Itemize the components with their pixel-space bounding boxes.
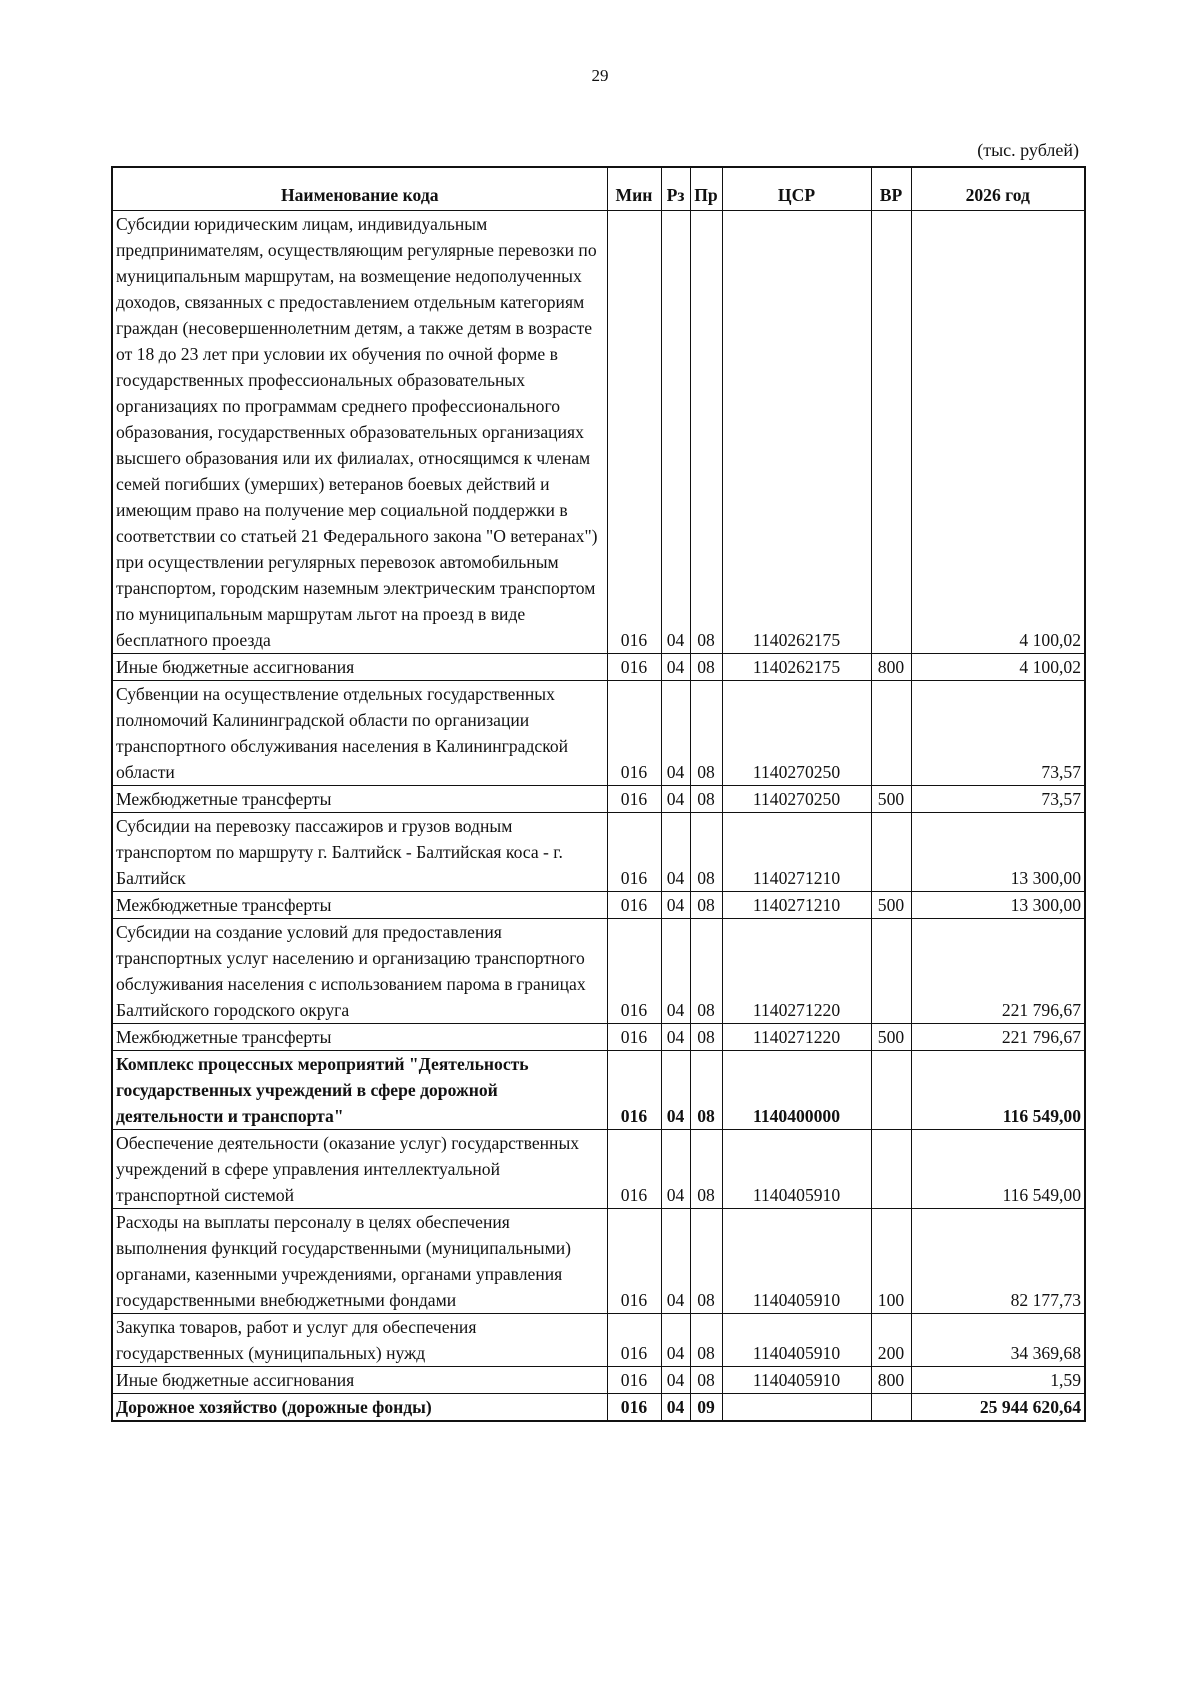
row-csr: 1140405910 — [722, 1209, 871, 1314]
row-vr: 200 — [871, 1314, 911, 1367]
row-pr: 09 — [690, 1394, 722, 1422]
row-name: Иные бюджетные ассигнования — [112, 654, 607, 681]
row-amount: 1,59 — [911, 1367, 1085, 1394]
row-pr: 08 — [690, 919, 722, 1024]
row-csr: 1140400000 — [722, 1051, 871, 1130]
row-pr: 08 — [690, 211, 722, 654]
row-csr: 1140271210 — [722, 813, 871, 892]
table-row — [112, 1130, 1085, 1209]
row-amount: 73,57 — [911, 786, 1085, 813]
row-min: 016 — [607, 1051, 661, 1130]
row-rz: 04 — [661, 681, 690, 786]
row-min: 016 — [607, 892, 661, 919]
row-name: Закупка товаров, работ и услуг для обеспечения государственных (муниципальных) нужд — [112, 1314, 607, 1367]
row-amount: 25 944 620,64 — [911, 1394, 1085, 1422]
table-row — [112, 919, 1085, 1024]
row-pr: 08 — [690, 1314, 722, 1367]
row-vr: 800 — [871, 654, 911, 681]
row-min: 016 — [607, 1394, 661, 1422]
table-row — [112, 786, 1085, 813]
page-number: 29 — [591, 66, 609, 85]
header-min: Мин — [607, 167, 661, 211]
table-row — [112, 211, 1085, 654]
row-amount: 4 100,02 — [911, 211, 1085, 654]
header-name: Наименование кода — [112, 167, 607, 211]
row-amount: 13 300,00 — [911, 813, 1085, 892]
row-pr: 08 — [690, 1367, 722, 1394]
table-body — [112, 211, 1085, 1422]
row-csr — [722, 1394, 871, 1422]
row-pr: 08 — [690, 681, 722, 786]
row-vr: 500 — [871, 892, 911, 919]
row-vr — [871, 1394, 911, 1422]
table-row — [112, 1367, 1085, 1394]
row-amount: 34 369,68 — [911, 1314, 1085, 1367]
row-amount: 116 549,00 — [911, 1051, 1085, 1130]
row-name: Межбюджетные трансферты — [112, 1024, 607, 1051]
budget-table — [111, 166, 1086, 1422]
row-amount: 4 100,02 — [911, 654, 1085, 681]
table-row — [112, 681, 1085, 786]
row-rz: 04 — [661, 786, 690, 813]
header-pr: Пр — [690, 167, 722, 211]
row-rz: 04 — [661, 1314, 690, 1367]
table-row — [112, 654, 1085, 681]
row-csr: 1140262175 — [722, 211, 871, 654]
row-min: 016 — [607, 786, 661, 813]
row-pr: 08 — [690, 786, 722, 813]
header-csr: ЦСР — [722, 167, 871, 211]
header-vr: ВР — [871, 167, 911, 211]
row-name: Межбюджетные трансферты — [112, 786, 607, 813]
table-row — [112, 892, 1085, 919]
row-min: 016 — [607, 654, 661, 681]
row-csr: 1140270250 — [722, 681, 871, 786]
row-pr: 08 — [690, 1051, 722, 1130]
row-vr — [871, 1051, 911, 1130]
row-csr: 1140262175 — [722, 654, 871, 681]
table-row — [112, 813, 1085, 892]
row-rz: 04 — [661, 654, 690, 681]
table-row — [112, 1024, 1085, 1051]
row-pr: 08 — [690, 892, 722, 919]
row-pr: 08 — [690, 1209, 722, 1314]
table-row — [112, 1051, 1085, 1130]
row-min: 016 — [607, 1367, 661, 1394]
row-rz: 04 — [661, 1394, 690, 1422]
row-min: 016 — [607, 919, 661, 1024]
row-pr: 08 — [690, 813, 722, 892]
row-rz: 04 — [661, 892, 690, 919]
row-pr: 08 — [690, 1130, 722, 1209]
row-vr: 800 — [871, 1367, 911, 1394]
row-min: 016 — [607, 211, 661, 654]
row-rz: 04 — [661, 1367, 690, 1394]
row-csr: 1140405910 — [722, 1130, 871, 1209]
table-header-row — [112, 167, 1085, 211]
row-pr: 08 — [690, 654, 722, 681]
units-label: (тыс. рублей) — [977, 140, 1079, 160]
row-amount: 221 796,67 — [911, 1024, 1085, 1051]
row-name: Субсидии юридическим лицам, индивидуальным предпринимателям, осуществляющим регулярные перевозки по муниципальным маршрутам, на возмещение недополученных доходов, связанных с предоставлением отдельным категориям граждан (несовершеннолетним детям, а также детям в возрасте от 18 до 23 лет при условии их обучения по очной форме в государственных профессиональных образовательных организациях по программам среднего профессионального образования, государственных образовательных организациях высшего образования или их филиалах, относящимся к членам семей погибших (умерших) ветеранов боевых действий и имеющим право на получение мер социальной поддержки в соответствии со статьей 21 Федерального закона "О ветеранах") при осуществлении регулярных перевозок автомобильным транспортом, городским наземным электрическим транспортом по муниципальным маршрутам льгот на проезд в виде бесплатного проезда — [112, 211, 607, 654]
table-row — [112, 1314, 1085, 1367]
row-name: Расходы на выплаты персоналу в целях обеспечения выполнения функций государственными (муниципальными) органами, казенными учреждениями, органами управления государственными внебюджетными фондами — [112, 1209, 607, 1314]
row-csr: 1140405910 — [722, 1314, 871, 1367]
row-min: 016 — [607, 1314, 661, 1367]
row-amount: 82 177,73 — [911, 1209, 1085, 1314]
row-vr: 100 — [871, 1209, 911, 1314]
row-csr: 1140271220 — [722, 919, 871, 1024]
row-vr — [871, 1130, 911, 1209]
row-min: 016 — [607, 1024, 661, 1051]
row-vr — [871, 919, 911, 1024]
row-name: Субсидии на перевозку пассажиров и грузов водным транспортом по маршруту г. Балтийск - Балтийская коса - г. Балтийск — [112, 813, 607, 892]
row-amount: 13 300,00 — [911, 892, 1085, 919]
row-name: Субвенции на осуществление отдельных государственных полномочий Калининградской области по организации транспортного обслуживания населения в Калининградской области — [112, 681, 607, 786]
row-amount: 116 549,00 — [911, 1130, 1085, 1209]
row-vr — [871, 813, 911, 892]
row-min: 016 — [607, 681, 661, 786]
row-name: Дорожное хозяйство (дорожные фонды) — [112, 1394, 607, 1422]
row-csr: 1140271220 — [722, 1024, 871, 1051]
row-csr: 1140405910 — [722, 1367, 871, 1394]
row-name: Иные бюджетные ассигнования — [112, 1367, 607, 1394]
header-rz: Рз — [661, 167, 690, 211]
row-rz: 04 — [661, 211, 690, 654]
row-name: Комплекс процессных мероприятий "Деятельность государственных учреждений в сфере дорожной деятельности и транспорта" — [112, 1051, 607, 1130]
table-row — [112, 1394, 1085, 1422]
row-rz: 04 — [661, 1024, 690, 1051]
row-amount: 73,57 — [911, 681, 1085, 786]
header-year: 2026 год — [911, 167, 1085, 211]
table-row — [112, 1209, 1085, 1314]
row-amount: 221 796,67 — [911, 919, 1085, 1024]
row-min: 016 — [607, 1130, 661, 1209]
row-pr: 08 — [690, 1024, 722, 1051]
row-csr: 1140271210 — [722, 892, 871, 919]
row-name: Обеспечение деятельности (оказание услуг) государственных учреждений в сфере управления интеллектуальной транспортной системой — [112, 1130, 607, 1209]
row-rz: 04 — [661, 1051, 690, 1130]
row-rz: 04 — [661, 1130, 690, 1209]
row-vr: 500 — [871, 1024, 911, 1051]
row-csr: 1140270250 — [722, 786, 871, 813]
row-vr — [871, 681, 911, 786]
row-rz: 04 — [661, 813, 690, 892]
row-rz: 04 — [661, 919, 690, 1024]
row-name: Межбюджетные трансферты — [112, 892, 607, 919]
row-rz: 04 — [661, 1209, 690, 1314]
row-name: Субсидии на создание условий для предоставления транспортных услуг населению и организацию транспортного обслуживания населения с использованием парома в границах Балтийского городского округа — [112, 919, 607, 1024]
row-min: 016 — [607, 1209, 661, 1314]
row-vr: 500 — [871, 786, 911, 813]
row-vr — [871, 211, 911, 654]
row-min: 016 — [607, 813, 661, 892]
